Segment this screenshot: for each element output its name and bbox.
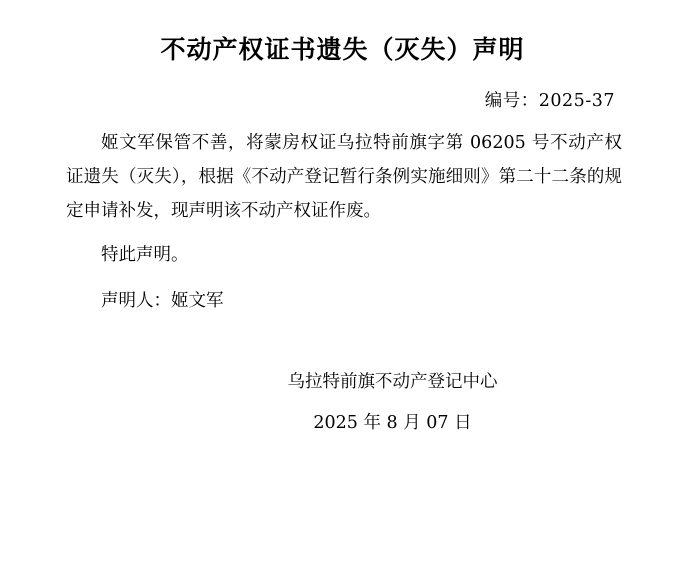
- issue-date: 2025 年 8 月 07 日: [313, 413, 472, 434]
- declaration-body-paragraph: 姬文军保管不善，将蒙房权证乌拉特前旗字第 06205 号不动产权证遗失（灭失），根据《不动产登记暂行条例实施细则》第二十二条的规定申请补发，现声明该不动产权证作废。: [66, 132, 622, 221]
- document-page: [0, 34, 685, 574]
- document-number: 编号：2025-37: [484, 90, 615, 111]
- declaration-note-paragraph: 特此声明。: [101, 244, 189, 265]
- declarant-signature-line: 声明人：姬文军: [101, 291, 224, 311]
- page-title: 不动产权证书遗失（灭失）声明: [160, 35, 525, 64]
- issuing-authority: 乌拉特前旗不动产登记中心: [287, 372, 498, 393]
